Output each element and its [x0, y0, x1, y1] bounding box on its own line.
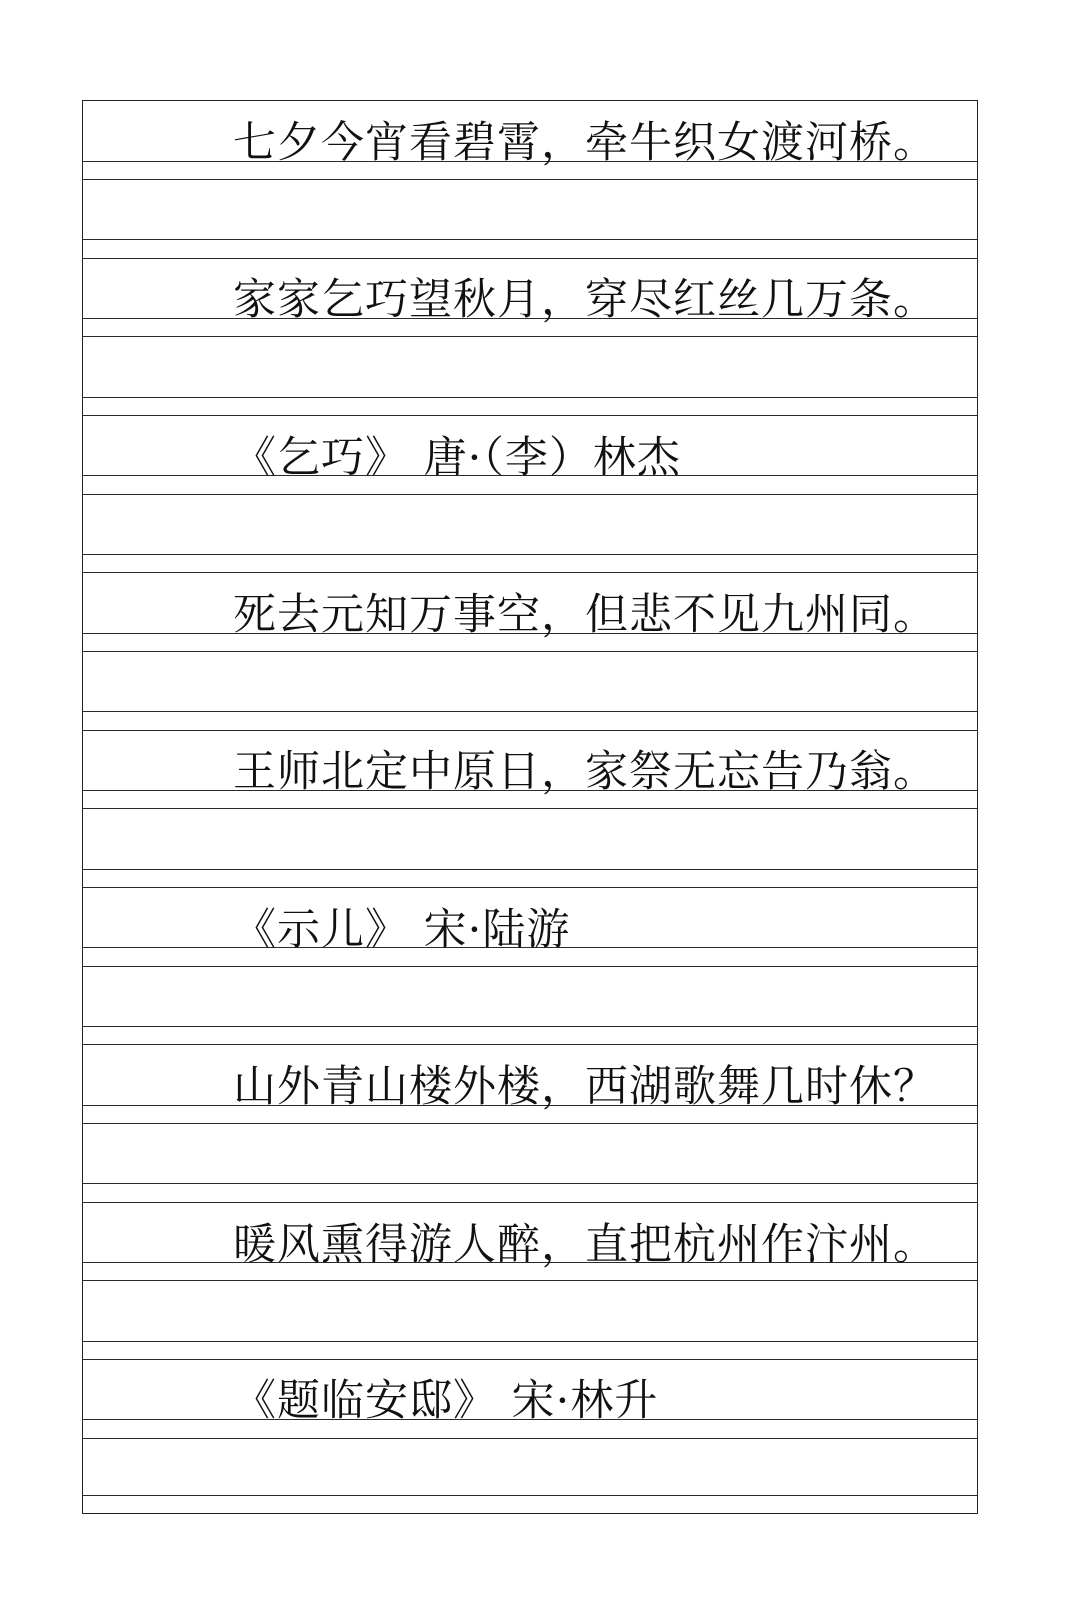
poem-title-qiqiao: 《乞巧》 唐·（李）林杰 [233, 433, 681, 483]
rule-line [83, 258, 977, 259]
rule-line [83, 494, 977, 495]
rule-line [83, 179, 977, 180]
rule-line [83, 1202, 977, 1203]
poem-line-3: 死去元知万事空，但悲不见九州同。 [233, 590, 937, 640]
rule-line [83, 415, 977, 416]
poem-title-shier: 《示儿》 宋·陆游 [233, 905, 571, 955]
rule-line [83, 572, 977, 573]
rule-line [83, 397, 977, 398]
rule-line [83, 1123, 977, 1124]
rule-line [83, 651, 977, 652]
rule-line [83, 869, 977, 870]
rule-line [83, 730, 977, 731]
rule-line [83, 1026, 977, 1027]
poem-title-tilinandi: 《题临安邸》 宋·林升 [233, 1376, 659, 1426]
rule-line [83, 1341, 977, 1342]
rule-line [83, 554, 977, 555]
rule-line [83, 966, 977, 967]
rule-line [83, 1438, 977, 1439]
poem-line-2: 家家乞巧望秋月，穿尽红丝几万条。 [233, 275, 937, 325]
rule-line [83, 239, 977, 240]
rule-line [83, 336, 977, 337]
rule-line [83, 887, 977, 888]
poem-line-1: 七夕今宵看碧霄，牵牛织女渡河桥。 [233, 118, 937, 168]
rule-line [83, 808, 977, 809]
poem-line-4: 王师北定中原日，家祭无忘告乃翁。 [233, 747, 937, 797]
lined-writing-sheet [82, 100, 978, 1514]
rule-line [83, 1280, 977, 1281]
poem-line-6: 暖风熏得游人醉，直把杭州作汴州。 [233, 1220, 937, 1270]
rule-line [83, 1044, 977, 1045]
poem-line-5: 山外青山楼外楼，西湖歌舞几时休？ [233, 1062, 937, 1112]
rule-line [83, 1183, 977, 1184]
rule-line [83, 711, 977, 712]
rule-line [83, 1359, 977, 1360]
rule-line [83, 1495, 977, 1496]
